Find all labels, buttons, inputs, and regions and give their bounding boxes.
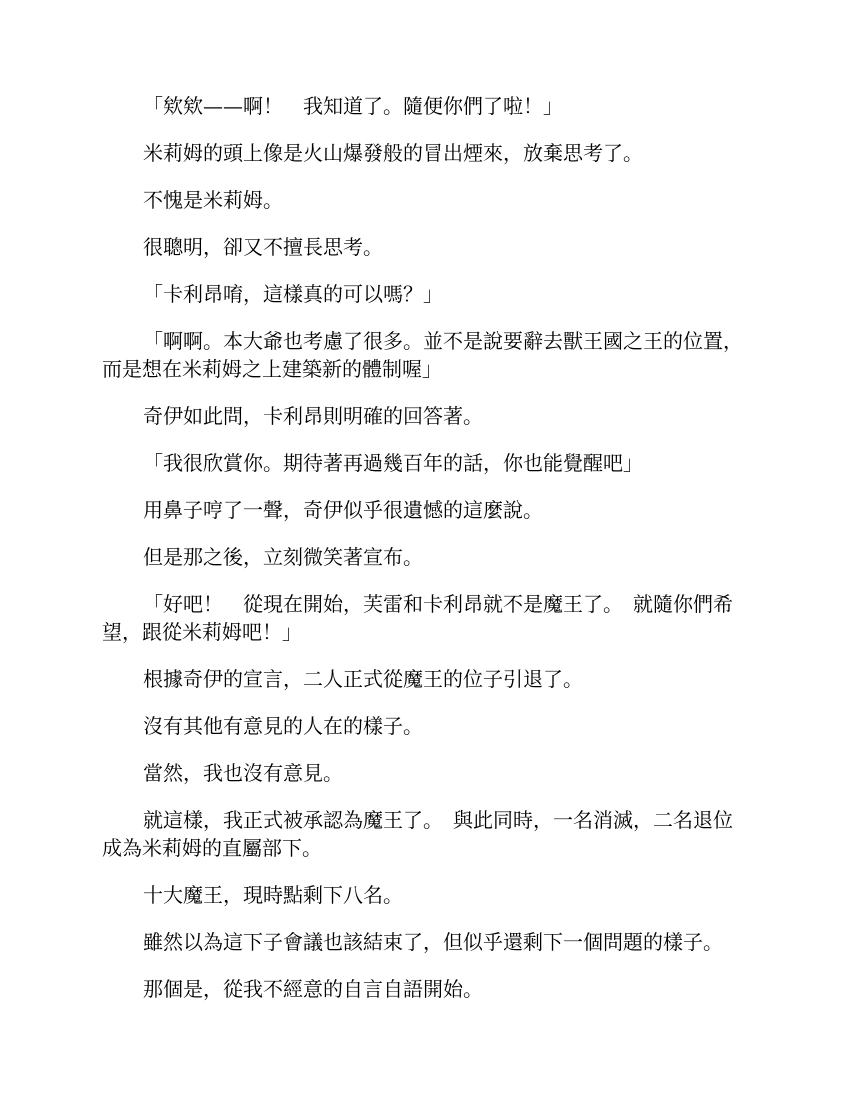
paragraph: 沒有其他有意見的人在的樣子。 xyxy=(143,714,423,738)
paragraph: 但是那之後，立刻微笑著宣布。 xyxy=(143,545,423,569)
paragraph: 「好吧！ 從現在開始，芙雷和卡利昂就不是魔王了。 就隨你們希望，跟從米莉姆吧！」 xyxy=(102,592,733,644)
paragraph: 不愧是米莉姆。 xyxy=(143,188,283,212)
paragraph: 「欸欸——啊！ 我知道了。隨便你們了啦！」 xyxy=(143,94,563,118)
paragraph: 很聰明，卻又不擅長思考。 xyxy=(143,235,383,259)
document-page xyxy=(102,92,748,1022)
paragraph: 雖然以為這下子會議也該結束了，但似乎還剩下一個問題的樣子。 xyxy=(143,930,723,954)
paragraph: 米莉姆的頭上像是火山爆發般的冒出煙來，放棄思考了。 xyxy=(143,141,643,165)
paragraph: 那個是，從我不經意的自言自語開始。 xyxy=(143,977,483,1001)
paragraph: 用鼻子哼了一聲，奇伊似乎很遺憾的這麼說。 xyxy=(143,498,543,522)
paragraph: 就這樣，我正式被承認為魔王了。 與此同時，一名消滅，二名退位成為米莉姆的直屬部下。 xyxy=(102,808,733,860)
paragraph: 十大魔王，現時點剩下八名。 xyxy=(143,883,403,907)
paragraph: 「我很欣賞你。期待著再過幾百年的話，你也能覺醒吧」 xyxy=(143,451,643,475)
paragraph: 「啊啊。本大爺也考慮了很多。並不是說要辭去獸王國之王的位置，而是想在米莉姆之上建築新的體制喔」 xyxy=(102,329,743,381)
paragraph: 奇伊如此問，卡利昂則明確的回答著。 xyxy=(143,404,483,428)
paragraph: 「卡利昂唷，這樣真的可以嗎？」 xyxy=(143,282,443,306)
paragraph: 當然，我也沒有意見。 xyxy=(143,761,343,785)
paragraph: 根據奇伊的宣言，二人正式從魔王的位子引退了。 xyxy=(143,667,583,691)
